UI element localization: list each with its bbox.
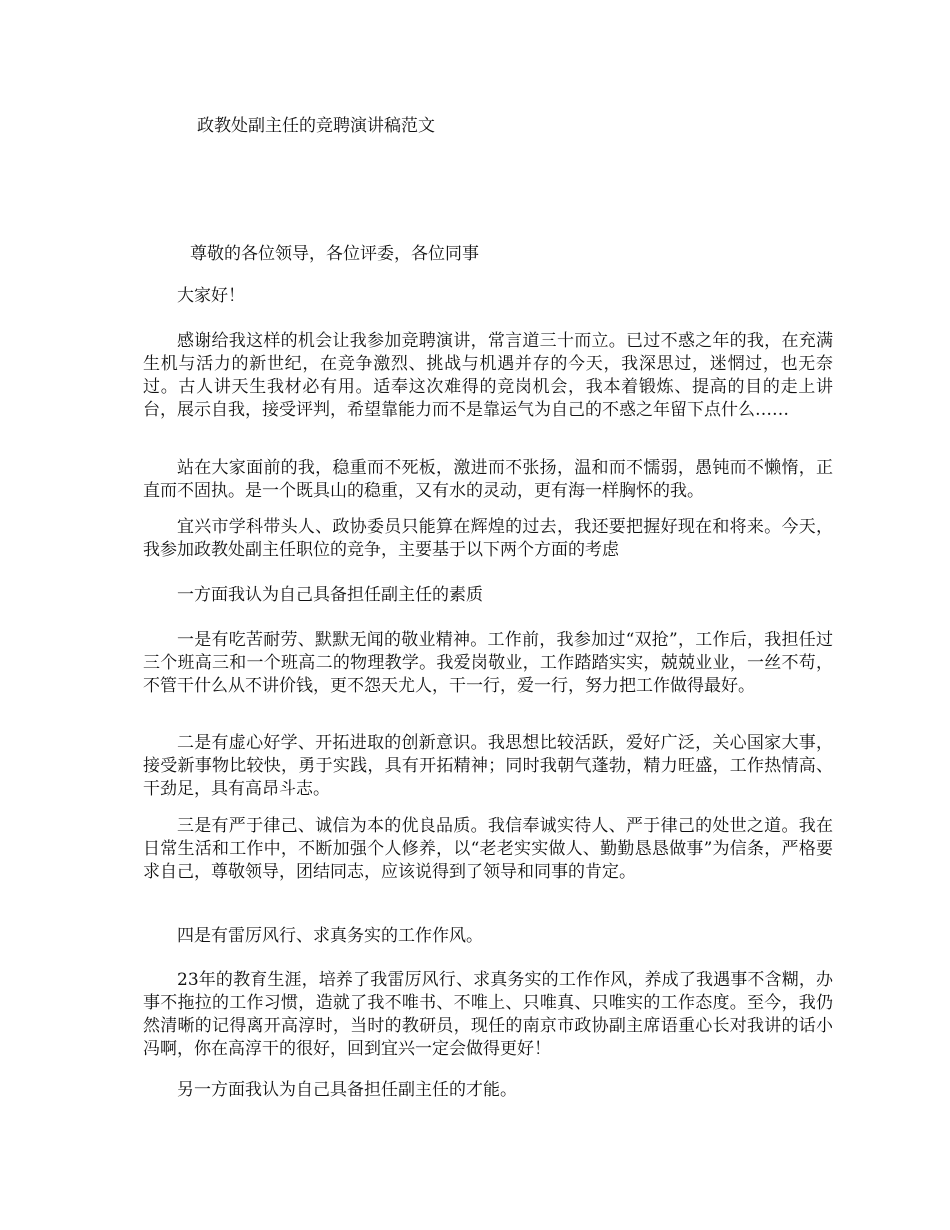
- paragraph-motivation: 宜兴市学科带头人、政协委员只能算在辉煌的过去，我还要把握好现在和将来。今天，我参加政教处副主任职位的竞争，主要基于以下两个方面的考虑: [143, 517, 833, 560]
- paragraph-experience: 23年的教育生涯，培养了我雷厉风行、求真务实的工作作风，养成了我遇事不含糊，办事不拖拉的工作习惯，造就了我不唯书、不唯上、只唯真、只唯实的工作态度。至今，我仍然清晰的记得离开高淳时，当时的教研员，现任的南京市政协副主席语重心长对我讲的话小冯啊，你在高淳干的很好，回到宜兴一定会做得更好！: [143, 970, 833, 1059]
- salutation: 尊敬的各位领导，各位评委，各位同事: [190, 244, 479, 264]
- paragraph-opening: 感谢给我这样的机会让我参加竞聘演讲，常言道三十而立。已过不惑之年的我，在充满生机与活力的新世纪，在竞争激烈、挑战与机遇并存的今天，我深思过，迷惘过，也无奈过。古人讲天生我材必有用。适奉这次难得的竞岗机会，我本着锻炼、提高的目的走上讲台，展示自我，接受评判，希望靠能力而不是靠运气为自己的不惑之年留下点什么……: [143, 331, 833, 420]
- paragraph-point-four: 四是有雷厉风行、求真务实的工作作风。: [177, 926, 483, 946]
- paragraph-point-two: 二是有虚心好学、开拓进取的创新意识。我思想比较活跃，爱好广泛，关心国家大事，接受新事物比较快，勇于实践，具有开拓精神；同时我朝气蓬勃，精力旺盛，工作热情高、干劲足，具有高昂斗志。: [143, 733, 833, 799]
- paragraph-point-one: 一是有吃苦耐劳、默默无闻的敬业精神。工作前，我参加过“双抢”，工作后，我担任过三个班高三和一个班高二的物理教学。我爱岗敬业，工作踏踏实实，兢兢业业，一丝不苟，不管干什么从不讲价钱，更不怨天尤人，干一行，爱一行，努力把工作做得最好。: [143, 630, 833, 696]
- paragraph-self-description: 站在大家面前的我，稳重而不死板，激进而不张扬，温和而不懦弱，愚钝而不懒惰，正直而不固执。是一个既具山的稳重，又有水的灵动，更有海一样胸怀的我。: [143, 458, 833, 501]
- paragraph-section-two-heading: 另一方面我认为自己具备担任副主任的才能。: [177, 1080, 517, 1100]
- document-title: 政教处副主任的竞聘演讲稿范文: [197, 116, 435, 136]
- paragraph-greeting: 大家好！: [177, 286, 245, 306]
- paragraph-point-three: 三是有严于律己、诚信为本的优良品质。我信奉诚实待人、严于律己的处世之道。我在日常生活和工作中，不断加强个人修养，以“老老实实做人、勤勤恳恳做事”为信条，严格要求自己，尊敬领导，团结同志，应该说得到了领导和同事的肯定。: [143, 816, 833, 882]
- paragraph-section-one-heading: 一方面我认为自己具备担任副主任的素质: [177, 585, 483, 605]
